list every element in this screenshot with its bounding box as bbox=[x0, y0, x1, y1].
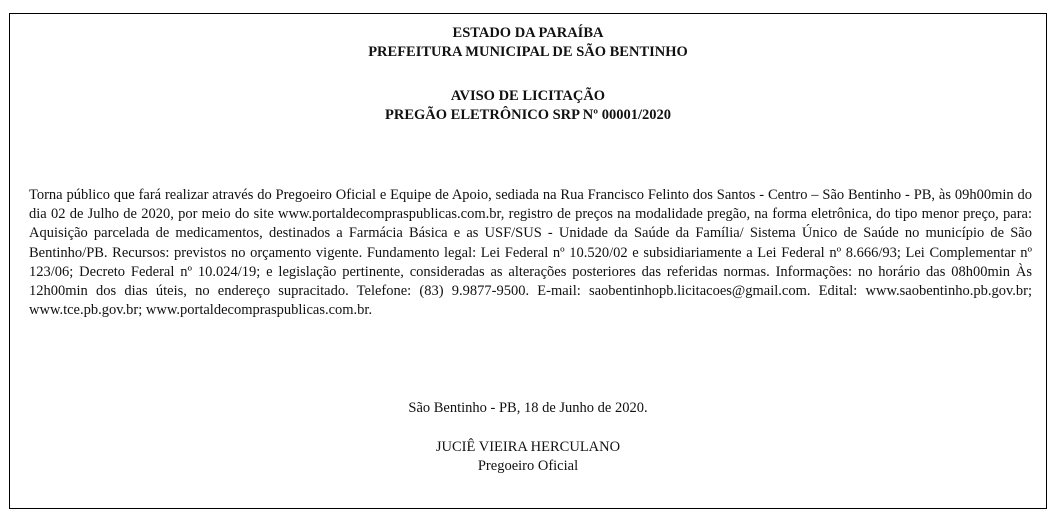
notice-body bbox=[29, 186, 1032, 320]
state-heading: ESTADO DA PARAÍBA bbox=[452, 25, 604, 41]
notice-title: AVISO DE LICITAÇÃO bbox=[450, 88, 606, 104]
municipality-heading: PREFEITURA MUNICIPAL DE SÃO BENTINHO bbox=[368, 44, 688, 60]
notice-frame bbox=[9, 13, 1047, 509]
notice-subtitle: PREGÃO ELETRÔNICO SRP Nº 00001/2020 bbox=[385, 107, 671, 123]
signatory-role: Pregoeiro Oficial bbox=[477, 458, 579, 474]
notice-body-text: Torna público que fará realizar através do Pregoeiro Oficial e Equipe de Apoio, sediada na Rua Francisco Felinto dos Santos - Centro – São Bentinho - PB, às 09h00min do dia 02 de Julho de 2020, por meio do site www.portaldecompraspublicas.com.br, registro de preços na modalidade pregão, na forma eletrônica, do tipo menor preço, para: Aquisição parcelada de medicamentos, destinados a Farmácia Básica e as USF/SUS - Unidade da Saúde da Família/ Sistema Único de Saúde no município de São Bentinho/PB. Recursos: previstos no orçamento vigente. Fundamento legal: Lei Federal nº 10.520/02 e subsidiariamente a Lei Federal nº 8.666/93; Lei Complementar nº 123/06; Decreto Federal nº 10.024/19; e legislação pertinente, consideradas as alterações posteriores das referidas normas. Informações: no horário das 08h00min Às 12h00min dos dias úteis, no endereço supracitado. Telefone: (83) 9.9877-9500. E-mail: saobentinhopb.licitacoes@gmail.com. Edital: www.saobentinho.pb.gov.br; www.tce.pb.gov.br; www.portaldecompraspublicas.com.br. bbox=[29, 187, 1032, 319]
notice-date: São Bentinho - PB, 18 de Junho de 2020. bbox=[408, 400, 648, 416]
signatory-name: JUCIÊ VIEIRA HERCULANO bbox=[435, 439, 621, 455]
